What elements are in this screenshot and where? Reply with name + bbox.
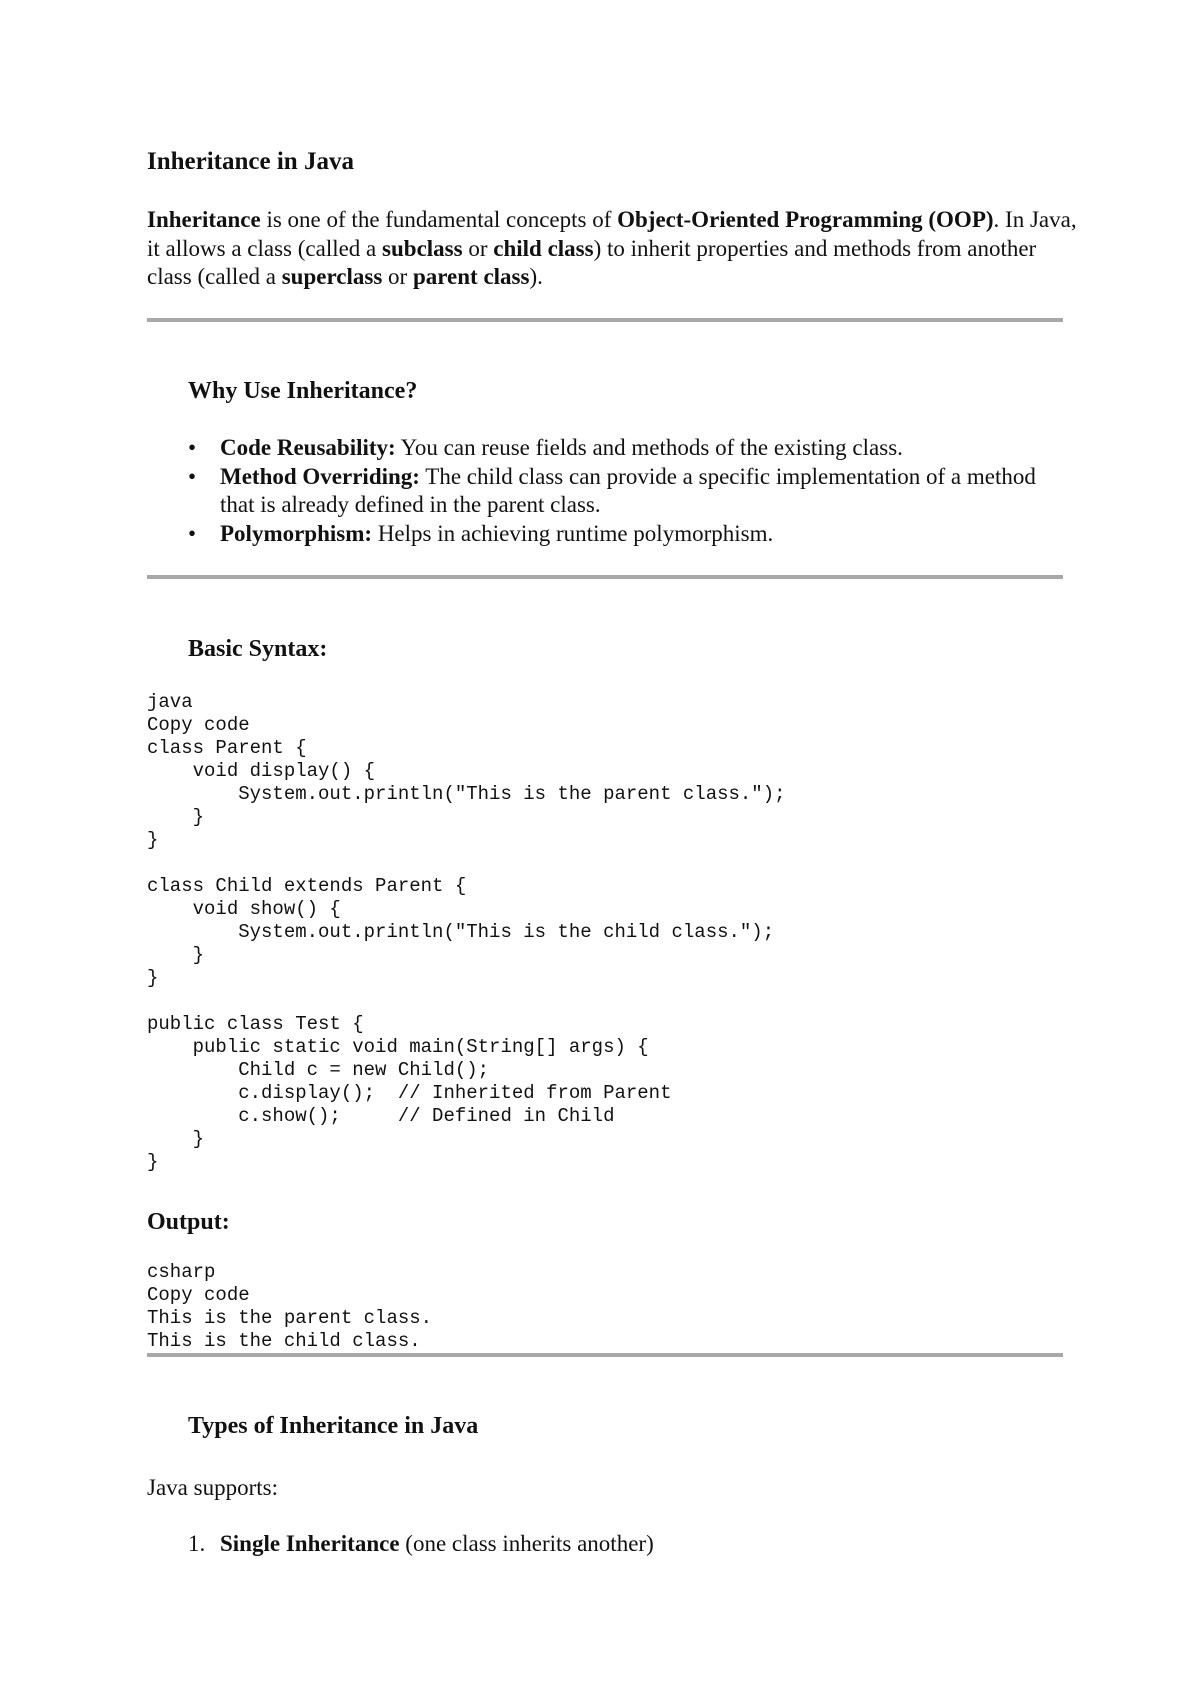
intro-term-child-class: child class	[493, 235, 594, 261]
list-item-term: Polymorphism:	[220, 520, 373, 546]
syntax-heading: Basic Syntax:	[188, 636, 328, 662]
divider-3	[147, 1353, 1063, 1357]
intro-text-6: ).	[529, 264, 543, 289]
syntax-code-block: java Copy code class Parent { void display() { System.out.println("This is the parent class."); } } class Child extends Parent { void show() { System.out.println("This is the child class."); } } public class Test { public static void main(String[] args) { Child c = new Child(); c.display(); // Inherited from Parent c.show(); // Defined in Child } }	[147, 691, 786, 1173]
list-item	[188, 1530, 654, 1558]
intro-text-2: . In Java, it allows a class (called a	[147, 207, 1077, 261]
list-item-desc: You can reuse fields and methods of the existing class.	[395, 435, 903, 460]
types-intro: Java supports:	[147, 1475, 278, 1500]
types-heading: Types of Inheritance in Java	[188, 1413, 479, 1439]
intro-term-parent-class: parent class	[412, 264, 530, 289]
intro-term-oop: Object-Oriented Programming (OOP)	[617, 207, 994, 232]
why-list	[188, 434, 1068, 548]
list-item-desc: The child class can provide a specific implementation of a method that is already defined in the parent class.	[220, 463, 1036, 517]
divider-1	[147, 318, 1063, 322]
divider-2	[147, 575, 1063, 579]
output-code-block: csharp Copy code This is the parent class. This is the child class.	[147, 1261, 433, 1352]
list-item-term: Code Reusability:	[220, 435, 396, 460]
intro-term-superclass: superclass	[281, 264, 383, 289]
list-item-term: Method Overriding:	[220, 463, 420, 489]
bullet-icon: •	[188, 520, 197, 546]
bullet-icon: •	[188, 463, 197, 489]
types-list	[188, 1530, 654, 1558]
intro-term-inheritance: Inheritance	[147, 207, 261, 232]
why-heading: Why Use Inheritance?	[188, 378, 418, 404]
list-number: 1.	[188, 1531, 206, 1556]
list-item	[188, 434, 1068, 463]
bullet-icon: •	[188, 435, 197, 460]
list-item-term: Single Inheritance	[220, 1531, 400, 1556]
intro-paragraph	[147, 206, 1077, 292]
document-title: Inheritance in Java	[147, 148, 354, 175]
list-item-desc: Helps in achieving runtime polymorphism.	[372, 520, 774, 546]
intro-text-4: ) to inherit properties and methods from another class (called a	[147, 235, 1037, 289]
list-item	[188, 463, 1068, 520]
intro-text-5: or	[382, 264, 413, 289]
intro-text-3: or	[462, 235, 494, 261]
list-item-desc: (one class inherits another)	[399, 1531, 654, 1556]
intro-term-subclass: subclass	[382, 235, 463, 261]
list-item	[188, 520, 1068, 549]
intro-text-1: is one of the fundamental concepts of	[260, 207, 618, 232]
output-heading: Output:	[147, 1209, 230, 1235]
